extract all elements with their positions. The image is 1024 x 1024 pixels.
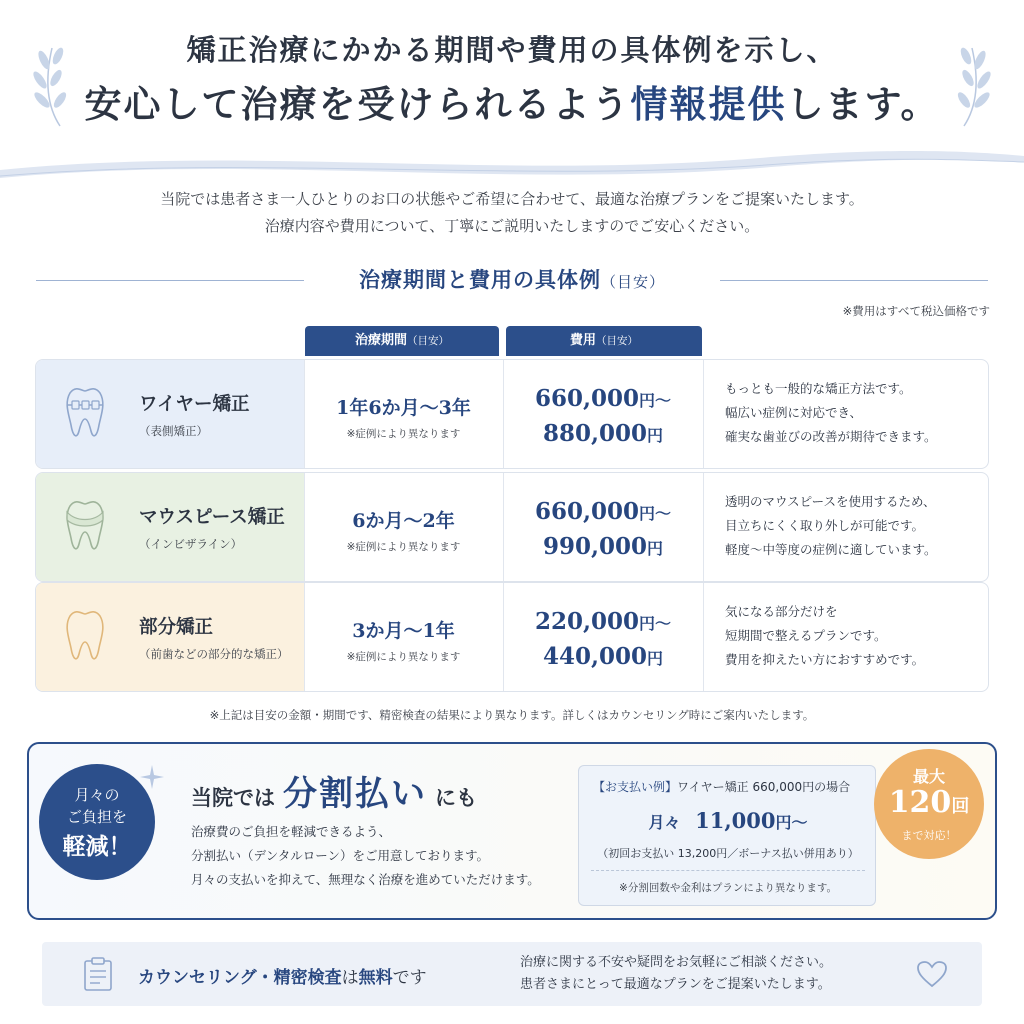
fee-value [503, 605, 703, 675]
fee-from [503, 605, 703, 640]
max-label: 最大 [912, 767, 945, 786]
intro-text [0, 186, 1024, 240]
fee-from-amount: 660,000 [534, 498, 639, 525]
table-row-partial [35, 582, 989, 692]
monthly-suffix: 円〜 [775, 813, 808, 832]
desc-line: 気になる部分だけを [725, 604, 838, 619]
badge-line2: ご負担を [66, 808, 127, 826]
treatment-name: 部分矯正 [139, 617, 214, 638]
fee-to-suffix: 円 [647, 426, 664, 445]
fee-to-amount: 440,000 [542, 643, 647, 670]
example-note: ※分割回数や金利はプランにより異なります。 [619, 882, 837, 894]
installment-text-line: 分割払い（デンタルローン）をご用意しております。 [191, 848, 490, 863]
heart-icon [916, 960, 948, 988]
example-tag: 【お支払い例】 [593, 780, 678, 794]
fee-to-suffix: 円 [647, 539, 664, 558]
footer-message [520, 952, 900, 996]
cell-divider [703, 473, 704, 581]
table-row-wire [35, 359, 989, 469]
installment-title-big: 分割払い [283, 774, 427, 814]
example-sub: （初回お支払い 13,200円／ボーナス払い併用あり） [597, 847, 859, 860]
badge-line3: 軽減！ [62, 834, 132, 860]
clipboard-icon [82, 956, 114, 992]
desc-line: 短期間で整えるプランです。 [725, 628, 887, 643]
fee-from-suffix: 円〜 [639, 391, 672, 410]
intro-line1: 当院では患者さま一人ひとりのお口の状態やご希望に合わせて、最適な治療プランをご提案いたします。 [160, 190, 864, 208]
tooth-braces-icon [64, 385, 106, 441]
reduce-burden-badge [39, 764, 155, 880]
header-period [305, 326, 499, 356]
example-monthly [579, 808, 877, 833]
installment-text-line: 治療費のご負担を軽減できるよう、 [191, 824, 392, 839]
desc-line: 軽度〜中等度の症例に適しています。 [725, 542, 937, 557]
desc-line: もっとも一般的な矯正方法です。 [725, 381, 912, 396]
table-footnote: ※上記は目安の金額・期間です、精密検査の結果により異なります。詳しくはカウンセリング時にご案内いたします。 [209, 708, 815, 722]
max-installments-badge [874, 749, 984, 859]
installment-title [191, 766, 477, 815]
intro-line2: 治療内容や費用について、丁寧にご説明いたしますのでご安心ください。 [264, 217, 760, 235]
fee-from-amount: 660,000 [534, 385, 639, 412]
hero-title-line1: 矯正治療にかかる期間や費用の具体例を示し、 [186, 33, 838, 67]
treatment-name: マウスピース矯正 [139, 507, 285, 528]
desc-line: 幅広い症例に対応でき、 [725, 405, 863, 420]
free-counseling-band [42, 942, 982, 1006]
fee-value [503, 495, 703, 565]
row-label-cell [36, 360, 304, 468]
installment-text-line: 月々の支払いを抑えて、無理なく治療を進めていただけます。 [191, 872, 540, 887]
desc-line: 確実な歯並びの改善が期待できます。 [725, 429, 937, 444]
fee-from-suffix: 円〜 [639, 614, 672, 633]
fee-from-suffix: 円〜 [639, 504, 672, 523]
badge-line1: 月々の [74, 786, 120, 804]
desc-line: 目立ちにくく取り外しが可能です。 [725, 518, 925, 533]
treatment-sub: （前歯などの部分的な矯正） [139, 647, 289, 661]
row-label-cell [36, 473, 304, 581]
treatment-description [725, 600, 987, 672]
row-label-cell [36, 583, 304, 691]
header-period-suffix: （目安） [407, 335, 449, 347]
fee-from [503, 382, 703, 417]
cell-divider [703, 360, 704, 468]
header-wave-divider [0, 140, 1024, 186]
treatment-name: ワイヤー矯正 [139, 394, 250, 415]
free-b: は [341, 968, 359, 988]
free-counseling-text [138, 963, 427, 988]
section-title [36, 264, 988, 294]
fee-to [503, 640, 703, 675]
max-value: 120 [888, 785, 952, 820]
period-note: ※症例により異なります [346, 541, 461, 553]
max-sub: まで対応！ [901, 829, 957, 842]
footer-message-line1: 治療に関する不安や疑問をお気軽にご相談ください。 [520, 955, 833, 970]
max-unit: 回 [951, 796, 970, 817]
header-fee-suffix: （目安） [596, 335, 638, 347]
treatment-sub: （表側矯正） [139, 424, 208, 438]
header-period-label: 治療期間 [354, 333, 407, 348]
monthly-value: 11,000 [695, 808, 776, 833]
fee-value [503, 382, 703, 452]
desc-line: 費用を抑えたい方におすすめです。 [725, 652, 925, 667]
payment-example-card [578, 765, 876, 906]
installment-box [27, 742, 997, 920]
period-value: 1年6か月〜3年 [336, 397, 471, 419]
free-c: 無料 [358, 968, 393, 988]
hero-line2-post: します。 [786, 82, 940, 126]
fee-to [503, 417, 703, 452]
treatment-description [725, 490, 987, 562]
hero-line2-highlight: 情報提供 [630, 82, 787, 126]
tooth-aligner-icon [64, 498, 106, 554]
period-value: 6か月〜2年 [352, 510, 455, 532]
footer-message-line2: 患者さまにとって最適なプランをご提案いたします。 [520, 977, 831, 992]
fee-to-amount: 990,000 [542, 533, 647, 560]
sparkle-icon [139, 764, 165, 790]
fee-to [503, 530, 703, 565]
fee-to-suffix: 円 [647, 649, 664, 668]
header-fee [506, 326, 702, 356]
installment-title-post: にも [435, 785, 477, 810]
section-title-text: 治療期間と費用の具体例 [358, 267, 601, 292]
period-value: 3か月〜1年 [352, 620, 455, 642]
max-count [874, 785, 984, 820]
example-divider [591, 870, 865, 871]
desc-line: 透明のマウスピースを使用するため、 [725, 494, 936, 509]
treatment-sub: （インビザライン） [139, 537, 243, 551]
table-row-mouthpiece [35, 472, 989, 582]
tooth-icon [64, 608, 106, 664]
cell-divider [703, 583, 704, 691]
free-d: です [392, 968, 427, 988]
hero-title-line2 [0, 74, 1024, 128]
example-heading [593, 778, 850, 795]
period-note: ※症例により異なります [346, 651, 461, 663]
example-case: ワイヤー矯正 660,000円の場合 [677, 780, 851, 794]
monthly-pre: 月々 [648, 813, 681, 832]
treatment-description [725, 377, 987, 449]
free-a: カウンセリング・精密検査 [138, 968, 342, 988]
section-heading [36, 264, 988, 298]
fee-from [503, 495, 703, 530]
tax-note: ※費用はすべて税込価格です [842, 304, 990, 318]
section-title-suffix: （目安） [600, 273, 665, 291]
installment-text [191, 820, 581, 892]
fee-from-amount: 220,000 [534, 608, 639, 635]
installment-title-pre: 当院では [191, 785, 275, 810]
header-fee-label: 費用 [569, 333, 596, 348]
period-note: ※症例により異なります [346, 428, 461, 440]
hero-line2-pre: 安心して治療を受けられるよう [84, 82, 631, 126]
fee-to-amount: 880,000 [542, 420, 647, 447]
